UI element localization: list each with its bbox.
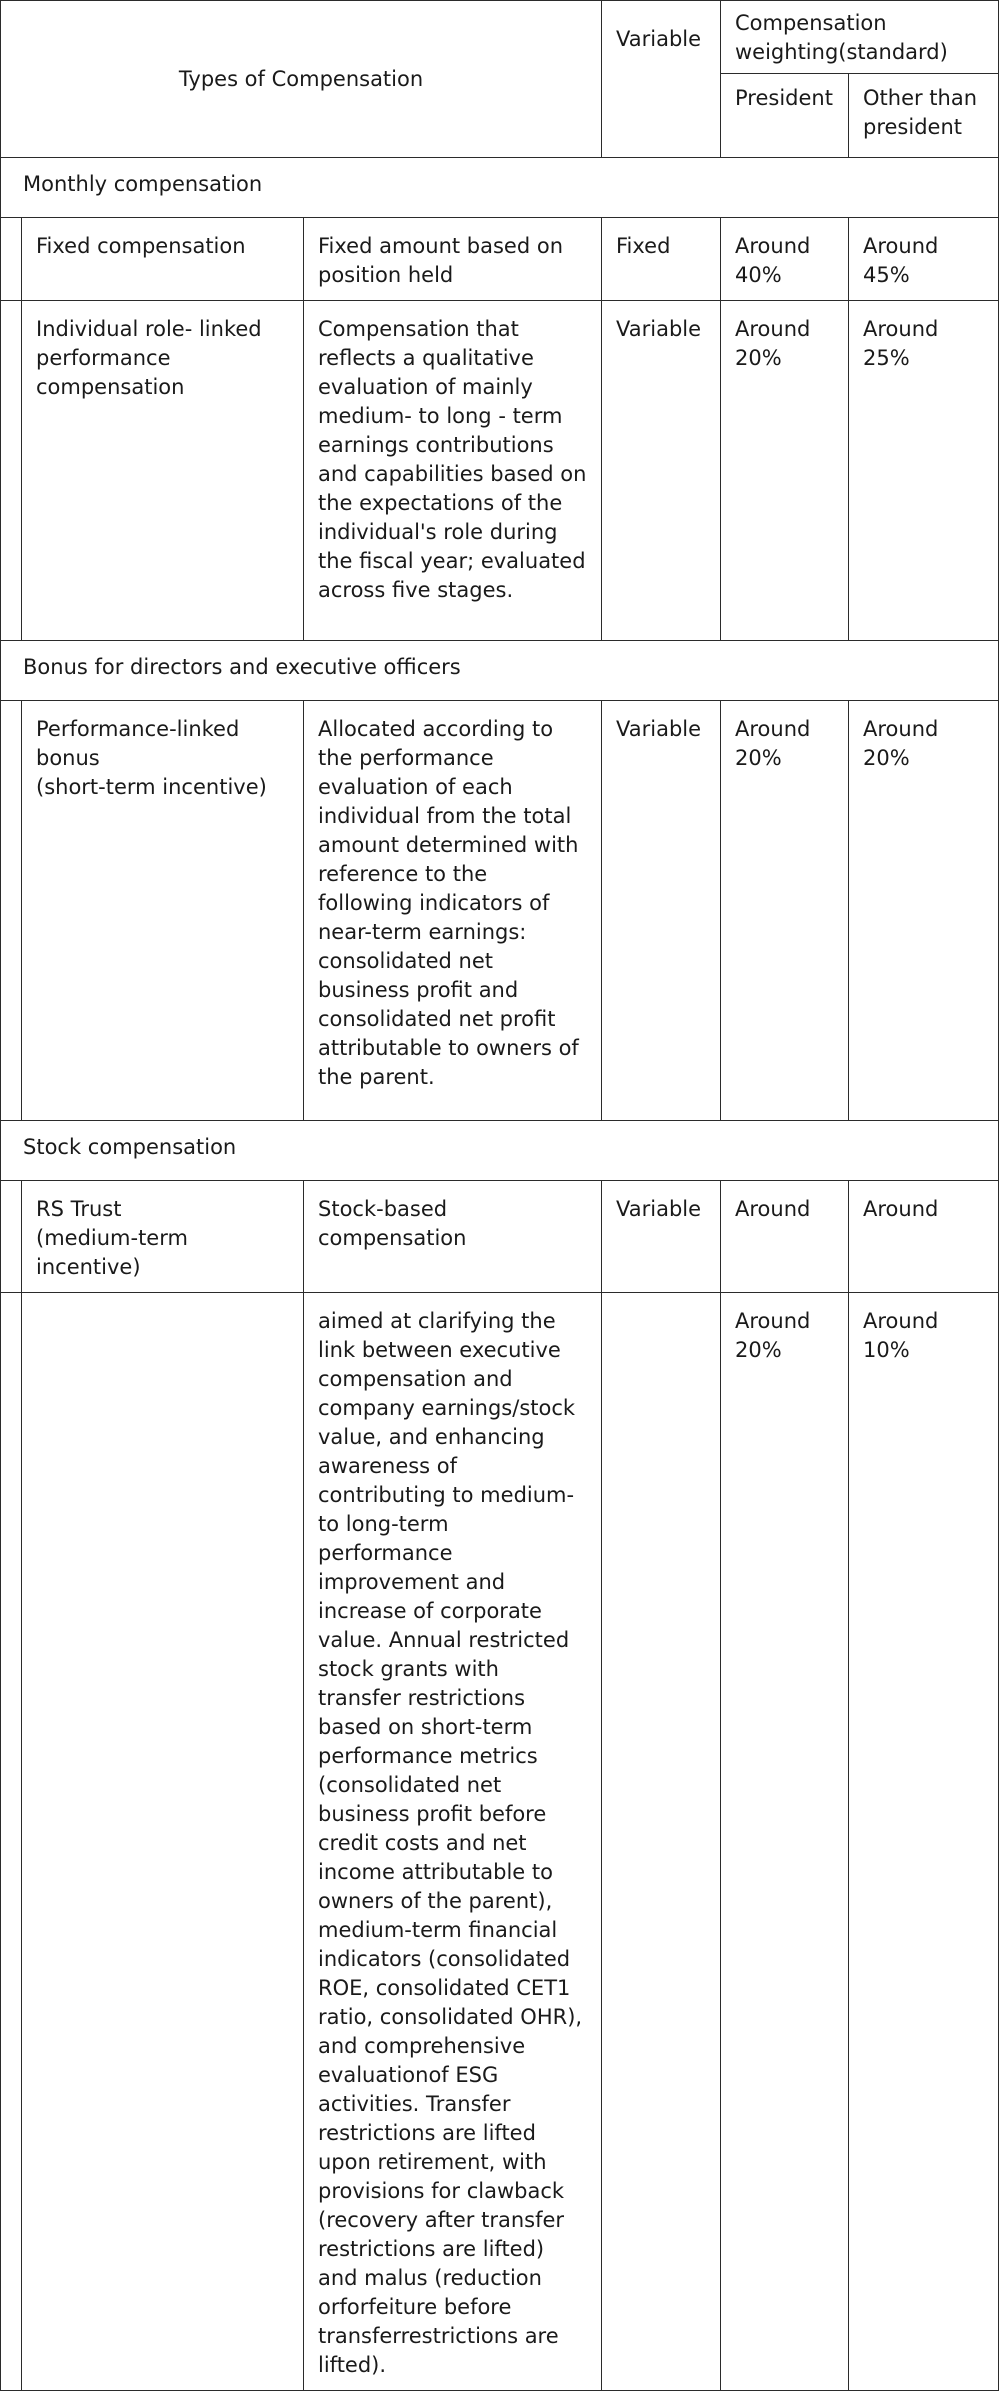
president-cell (721, 1293, 849, 2391)
description-cell (304, 218, 602, 301)
header-variable: Variable (616, 27, 702, 51)
header-president-cell (721, 74, 849, 158)
header-weighting: Compensation weighting(standard) (735, 11, 948, 64)
other-weight: Around 10% (863, 1309, 939, 1362)
president-weight: Around 20% (735, 1309, 811, 1362)
description-cell (304, 1293, 602, 2391)
type-cell (22, 301, 304, 641)
type-label: Performance-linked bonus (short-term incentive) (36, 717, 267, 799)
other-cell (849, 701, 999, 1121)
other-weight: Around 45% (863, 234, 939, 287)
type-cell (22, 701, 304, 1121)
other-cell (849, 218, 999, 301)
president-cell (721, 701, 849, 1121)
description-text: Allocated according to the performance evaluation of each individual from the total amount determined with reference to the following indicators of near-term earnings: consolidated net business profit and consolidated net profit attributable to owners of the parent. (318, 717, 579, 1089)
other-cell (849, 1181, 999, 1293)
variable-value (602, 1293, 720, 1317)
variable-cell (602, 1181, 721, 1293)
other-weight: Around 25% (863, 317, 939, 370)
indent-cell (1, 1181, 22, 1293)
variable-value: Variable (616, 317, 702, 341)
variable-cell (602, 301, 721, 641)
description-cell (304, 1181, 602, 1293)
header-types: Types of Compensation (178, 66, 424, 91)
indent-cell (1, 1293, 22, 2391)
variable-value: Fixed (616, 234, 671, 258)
variable-value: Variable (616, 1197, 702, 1221)
other-cell (849, 301, 999, 641)
table-row-rs-continued (1, 1293, 999, 2391)
description-text: aimed at clarifying the link between executive compensation and company earnings/stock value, and enhancing awareness of contributing to medium- to long-term performance improvement and increase of corporate value. Annual restricted stock grants with transfer restrictions based on short-term performance metrics (consolidated net business profit before credit costs and net income attributable to owners of the parent), medium-term financial indicators (consolidated ROE, consolidated CET1 ratio, consolidated OHR), and comprehensive evaluationof ESG activities. Transfer restrictions are lifted upon retirement, with provisions for clawback (recovery after transfer restrictions are lifted) and malus (reduction orforfeiture before transferrestrictions are lifted). (318, 1309, 583, 2377)
section-row-bonus (1, 641, 999, 701)
type-label (22, 1293, 303, 1317)
table-row-individual (1, 301, 999, 641)
table-row-fixed (1, 218, 999, 301)
other-cell (849, 1293, 999, 2391)
header-row (1, 1, 999, 74)
variable-cell (602, 701, 721, 1121)
section-row-monthly (1, 158, 999, 218)
description-cell (304, 701, 602, 1121)
table-row-rs-trust (1, 1181, 999, 1293)
section-monthly-cell (1, 158, 999, 218)
header-weighting-cell (721, 1, 999, 74)
indent-cell (1, 218, 22, 301)
description-text: Stock-based compensation (318, 1197, 467, 1250)
description-text: Compensation that reflects a qualitative evaluation of mainly medium- to long - term earnings contributions and capabilities based on the expectations of the individual's role during the fiscal year; evaluated across five stages. (318, 317, 587, 602)
table-row-bonus (1, 701, 999, 1121)
variable-value: Variable (616, 717, 702, 741)
variable-cell (602, 218, 721, 301)
president-weight: Around 40% (735, 234, 811, 287)
president-weight: Around 20% (735, 317, 811, 370)
header-other: Other than president (863, 86, 978, 139)
variable-cell (602, 1293, 721, 2391)
other-weight: Around 20% (863, 717, 939, 770)
type-label: Fixed compensation (36, 234, 246, 258)
president-cell (721, 1181, 849, 1293)
other-weight: Around (863, 1197, 939, 1221)
header-variable-cell (602, 1, 721, 158)
section-bonus-cell (1, 641, 999, 701)
indent-cell (1, 301, 22, 641)
description-cell (304, 301, 602, 641)
section-stock: Stock compensation (23, 1135, 237, 1159)
type-label: Individual role- linked performance compensation (36, 317, 262, 399)
president-weight: Around (735, 1197, 811, 1221)
type-cell (22, 1293, 304, 2391)
description-text: Fixed amount based on position held (318, 234, 564, 287)
section-bonus: Bonus for directors and executive officers (23, 655, 461, 679)
president-weight: Around 20% (735, 717, 811, 770)
president-cell (721, 218, 849, 301)
header-types-cell (1, 1, 602, 158)
type-cell (22, 218, 304, 301)
section-row-stock (1, 1121, 999, 1181)
type-cell (22, 1181, 304, 1293)
header-other-cell (849, 74, 999, 158)
section-stock-cell (1, 1121, 999, 1181)
section-monthly: Monthly compensation (23, 172, 263, 196)
type-label: RS Trust (medium-term incentive) (36, 1197, 188, 1279)
president-cell (721, 301, 849, 641)
indent-cell (1, 701, 22, 1121)
header-president: President (735, 86, 833, 110)
